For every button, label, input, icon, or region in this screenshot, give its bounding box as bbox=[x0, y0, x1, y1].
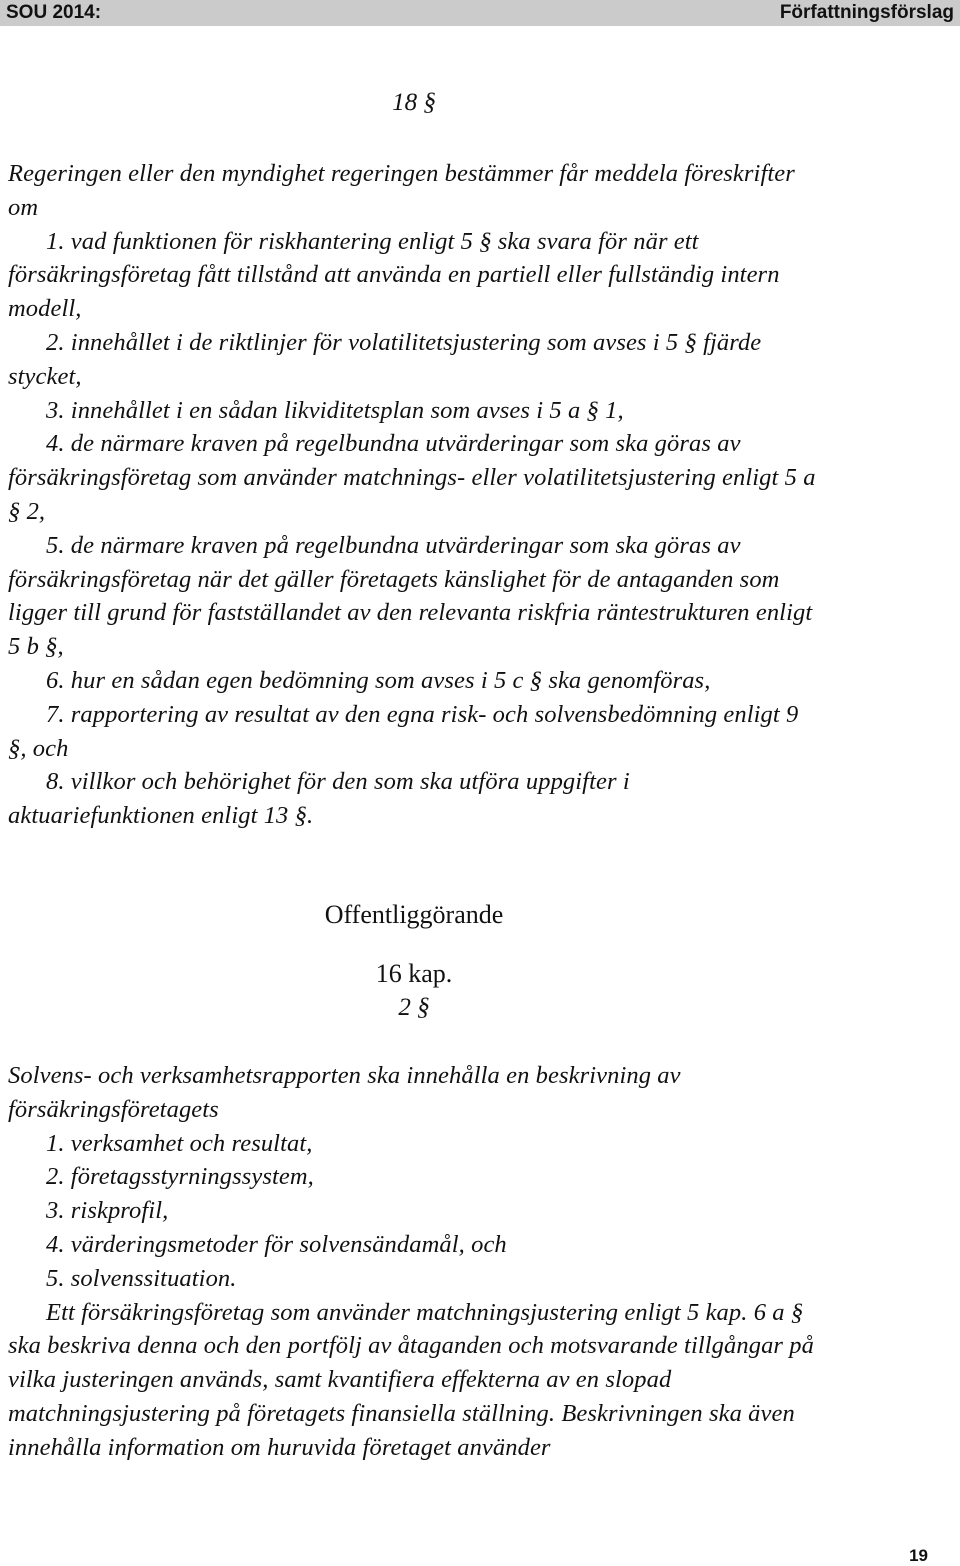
list-item: 4. värderingsmetoder för solvensändamål, och bbox=[46, 1230, 507, 1258]
section-18-text bbox=[8, 157, 820, 833]
section-heading: Offentliggörande bbox=[324, 900, 504, 929]
paragraph-number-18: 18 § bbox=[392, 89, 436, 116]
header-document-ref: SOU 2014: bbox=[6, 2, 102, 23]
list-item: 6. hur en sådan egen bedömning som avses i 5 c § ska genomföras, bbox=[46, 666, 711, 694]
list-item: 2. företagsstyrningssystem, bbox=[46, 1163, 314, 1191]
paragraph-number-2: 2 § bbox=[398, 994, 430, 1021]
page-header bbox=[0, 0, 960, 26]
list-item: 5. solvenssituation. bbox=[46, 1264, 237, 1292]
list-item: 3. innehållet i en sådan likviditetsplan som avses i 5 a § 1, bbox=[46, 396, 624, 424]
chapter-number: 16 kap. bbox=[375, 959, 453, 988]
list-item: 1. verksamhet och resultat, bbox=[46, 1129, 313, 1157]
list-item: 5. de närmare kraven på regelbundna utvärderingar som ska göras av försäkringsföretag när det gäller företagets känslighet för de antaganden som ligger till grund för fastställandet av den relevanta riskfria räntestrukturen enligt 5 b §, bbox=[8, 531, 813, 661]
page-number: 19 bbox=[909, 1546, 928, 1565]
list-item: 4. de närmare kraven på regelbundna utvärderingar som ska göras av försäkringsföretag som använder matchnings- eller volatilitetsjustering enligt 5 a § 2, bbox=[8, 430, 816, 525]
list-item: 2. innehållet i de riktlinjer för volatilitetsjustering som avses i 5 § fjärde stycket, bbox=[8, 328, 762, 390]
closing-paragraph: Ett försäkringsföretag som använder matchningsjustering enligt 5 kap. 6 a § ska beskriva denna och den portfölj av åtaganden och motsvarande tillgångar på vilka justeringen används, samt kvantifiera effekterna av en slopad matchningsjustering på företagets finansiella ställning. Beskrivningen ska även innehålla information om huruvida företaget använder bbox=[8, 1298, 814, 1461]
section-2-text bbox=[8, 1059, 820, 1465]
list-item: 1. vad funktionen för riskhantering enligt 5 § ska svara för när ett försäkringsföretag fått tillstånd att använda en partiell eller fullständig intern modell, bbox=[8, 227, 780, 323]
list-item: 3. riskprofil, bbox=[46, 1197, 169, 1225]
section-2-intro: Solvens- och verksamhetsrapporten ska innehålla en beskrivning av försäkringsföretagets bbox=[8, 1062, 681, 1123]
list-item: 7. rapportering av resultat av den egna risk- och solvensbedömning enligt 9 §, och bbox=[8, 700, 799, 762]
section-18-intro: Regeringen eller den myndighet regeringen bestämmer får meddela föreskrifter om bbox=[8, 160, 795, 221]
list-item: 8. villkor och behörighet för den som ska utföra uppgifter i aktuariefunktionen enligt 13 §. bbox=[8, 768, 630, 830]
header-section-title: Författningsförslag bbox=[779, 2, 954, 23]
